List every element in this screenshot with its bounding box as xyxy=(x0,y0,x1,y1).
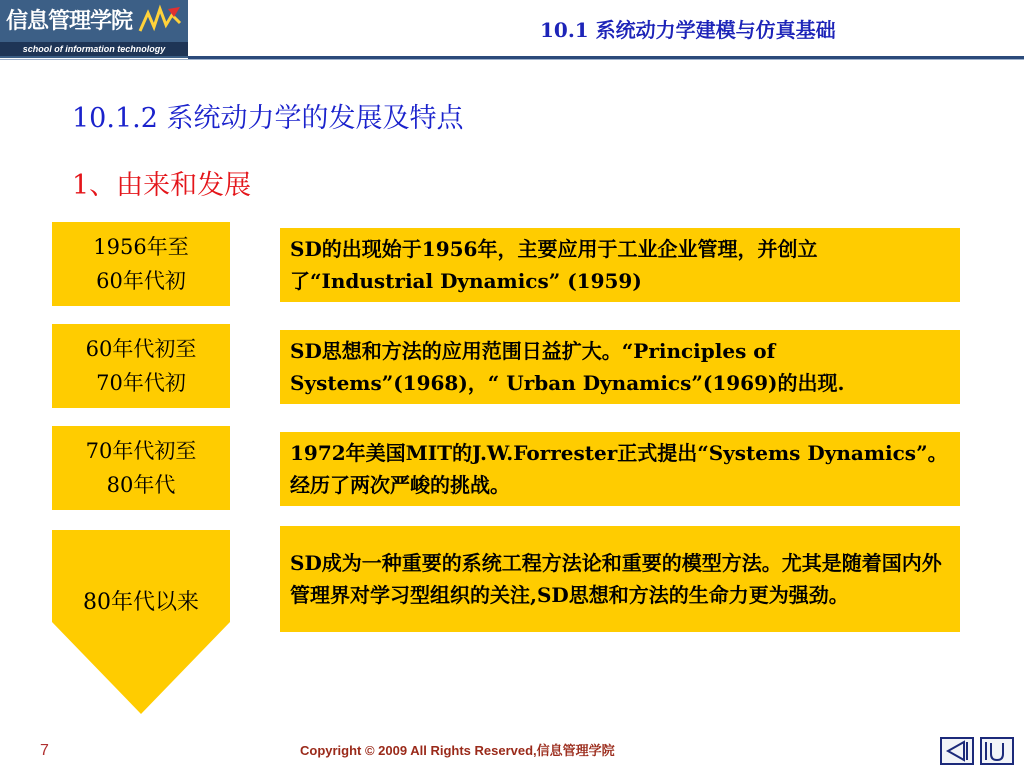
copyright-text: Copyright © 2009 All Rights Reserved,信息管理学院 xyxy=(300,743,615,758)
logo-text: 信息管理学院 xyxy=(6,9,133,34)
section-title: 10.1.2 系统动力学的发展及特点 xyxy=(72,103,464,134)
period-box-2 xyxy=(52,324,230,408)
subsection-title: 1、由来和发展 xyxy=(72,170,252,201)
description-text: SD的出现始于1956年，主要应用于工业企业管理，并创立了“Industrial Dynamics” (1959) xyxy=(290,237,818,293)
description-text: SD思想和方法的应用范围日益扩大。“Principles of Systems”(1968)，“ Urban Dynamics”(1969)的出现. xyxy=(290,339,845,395)
period-line: 60年代初 xyxy=(96,269,186,293)
description-text: 1972年美国MIT的J.W.Forrester正式提出“Systems Dynamics”。 经历了两次严峻的挑战。 xyxy=(290,441,948,497)
logo-mark-icon xyxy=(138,3,182,37)
period-line: 1956年至 xyxy=(93,235,189,259)
prev-slide-button[interactable] xyxy=(940,737,974,765)
slide-header-title: 10.1 系统动力学建模与仿真基础 xyxy=(540,18,836,42)
period-line: 80年代 xyxy=(106,473,176,497)
period-box-4 xyxy=(52,530,230,670)
return-icon xyxy=(982,739,1012,763)
header-divider-thin xyxy=(0,59,1024,60)
description-text: SD成为一种重要的系统工程方法论和重要的模型方法。尤其是随着国内外管理界对学习型组织的关注,SD思想和方法的生命力更为强劲。 xyxy=(290,551,942,607)
description-box-4 xyxy=(280,526,960,632)
page-number: 7 xyxy=(40,742,49,759)
description-box-2 xyxy=(280,330,960,404)
period-box-1 xyxy=(52,222,230,306)
period-line: 60年代初至 xyxy=(85,337,197,361)
period-line: 80年代以来 xyxy=(83,589,199,615)
school-logo xyxy=(0,0,188,58)
period-line: 70年代初 xyxy=(96,371,186,395)
period-box-3 xyxy=(52,426,230,510)
return-button[interactable] xyxy=(980,737,1014,765)
prev-arrow-icon xyxy=(942,739,972,763)
description-box-3 xyxy=(280,432,960,506)
period-line: 70年代初至 xyxy=(85,439,197,463)
logo-subtitle: school of information technology xyxy=(0,42,188,56)
description-box-1 xyxy=(280,228,960,302)
